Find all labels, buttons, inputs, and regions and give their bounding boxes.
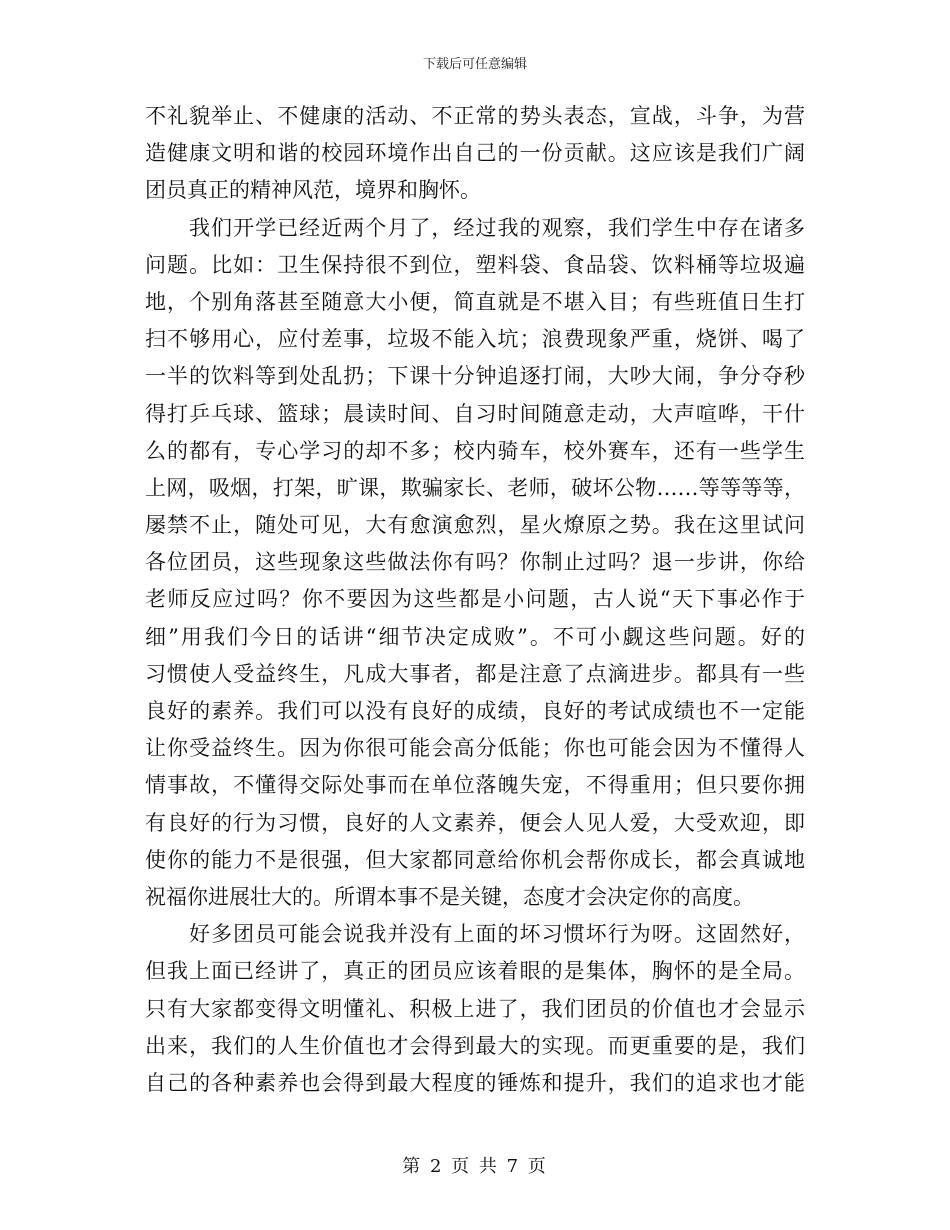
document-body (145, 98, 805, 1102)
text-line: 使你的能力不是很强，但大家都同意给你机会帮你成长，都会真诚地 (145, 847, 805, 872)
text-line: 但我上面已经讲了，真正的团员应该着眼的是集体，胸怀的是全局。 (145, 959, 805, 984)
text-line: 造健康文明和谐的校园环境作出自己的一份贡献。这应该是我们广阔 (145, 141, 805, 166)
text-line: 自己的各种素养也会得到最大程度的锤炼和提升，我们的追求也才能 (145, 1070, 805, 1095)
text-line: 祝福你进展壮大的。所谓本事不是关键，态度才会决定你的高度。 (145, 884, 754, 909)
text-line: 出来，我们的人生价值也才会得到最大的实现。而更重要的是，我们 (145, 1033, 805, 1058)
text-line: 地，个别角落甚至随意大小便，简直就是不堪入目；有些班值日生打 (145, 289, 805, 314)
text-line: 各位团员，这些现象这些做法你有吗？你制止过吗？退一步讲，你给 (145, 550, 805, 575)
page-number-footer: 第 2 页 共 7 页 (402, 1156, 548, 1177)
text-line: 情事故，不懂得交际处事而在单位落魄失宠，不得重用；但只要你拥 (145, 773, 805, 798)
page-header: 下载后可任意编辑 (422, 57, 527, 72)
text-line: 不礼貌举止、不健康的活动、不正常的势头表态，宣战，斗争，为营 (145, 104, 805, 128)
text-line: 扫不够用心，应付差事，垃圾不能入坑；浪费现象严重，烧饼、喝了 (145, 327, 805, 352)
text-line: 团员真正的精神风范，境界和胸怀。 (145, 178, 481, 203)
text-line: 细”用我们今日的话讲“细节决定成败”。不可小觑这些问题。好的 (145, 624, 805, 649)
text-line: 得打乒乓球、篮球；晨读时间、自习时间随意走动，大声喧哗，干什 (145, 401, 805, 426)
text-line: 我们开学已经近两个月了，经过我的观察，我们学生中存在诸多 (189, 215, 805, 240)
text-line: 屡禁不止，随处可见，大有愈演愈烈，星火燎原之势。我在这里试问 (145, 513, 805, 538)
text-line: 上网，吸烟，打架，旷课，欺骗家长、老师，破坏公物……等等等等， (145, 475, 805, 500)
text-line: 让你受益终生。因为你很可能会高分低能；你也可能会因为不懂得人 (145, 736, 805, 761)
text-line: 良好的素养。我们可以没有良好的成绩，良好的考试成绩也不一定能 (145, 699, 805, 723)
text-line: 一半的饮料等到处乱扔；下课十分钟追逐打闹，大吵大闹，争分夺秒 (145, 364, 805, 389)
text-line: 只有大家都变得文明懂礼、积极上进了，我们团员的价值也才会显示 (145, 996, 805, 1021)
text-line: 问题。比如：卫生保持很不到位，塑料袋、食品袋、饮料桶等垃圾遍 (145, 252, 805, 277)
text-line: 老师反应过吗？你不要因为这些都是小问题，古人说“天下事必作于 (145, 587, 805, 612)
text-line: 么的都有，专心学习的却不多；校内骑车，校外赛车，还有一些学生 (145, 438, 805, 463)
text-line: 有良好的行为习惯，良好的人文素养，便会人见人爱，大受欢迎，即 (145, 810, 805, 835)
text-line: 好多团员可能会说我并没有上面的坏习惯坏行为呀。这固然好， (189, 922, 805, 947)
text-line: 习惯使人受益终生，凡成大事者，都是注意了点滴进步。都具有一些 (145, 661, 805, 686)
